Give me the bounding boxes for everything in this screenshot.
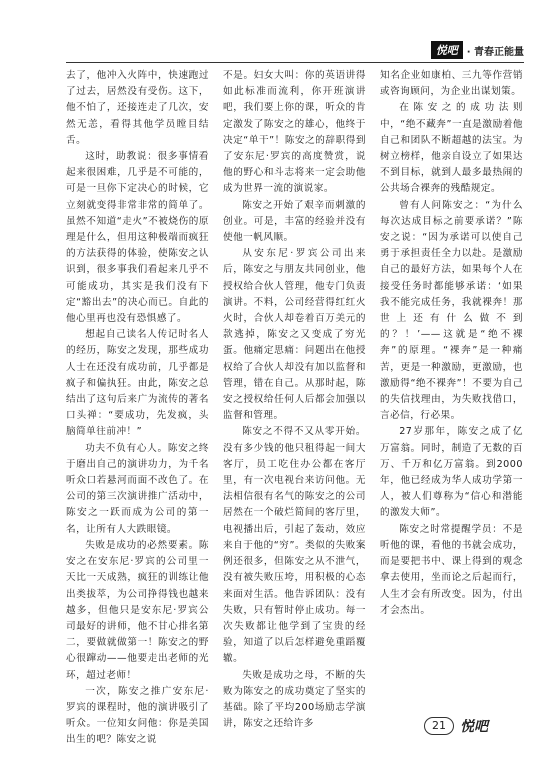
paragraph: 陈安之不得不又从零开始。没有多少钱的他只租得起一间大客厅，员工吃住办公都在客厅里，有一次电视台来访问他。无法相信很有名气的陈安之的公司居然在一个破烂简间的客厅里，电视播出后，引起了轰动，效应来自于他的“穷”。类似的失败案例还很多，但陈安之从不泄气，没有被失败压垮，用积极的心态来面对生活。他告诉团队：没有失败，只有暂时停止成功。每一次失败都让他学到了宝贵的经验，知道了以后怎样避免重蹈覆辙。 [223, 426, 366, 665]
paragraph: 不是。妇女大叫：你的英语讲得如此标准而流利，你开班演讲吧，我们要上你的课，听众的肯定激发了陈安之的雄心，他终于决定“单干”！陈安之的辞职得到了安东尼·罗宾的高度赞赏，说他的野心和斗志将来一定会助他成为世界一流的演说家。 [223, 70, 366, 195]
paragraph: 一次，陈安之推广安东尼·罗宾的课程时，他的演讲吸引了听众。一位知女问他：你是美国出生的吧？陈安之说 [66, 685, 209, 746]
footer-logo: 悦吧 [460, 719, 488, 735]
page-footer [424, 716, 488, 736]
paragraph: 功夫不负有心人。陈安之终于磨出自己的演讲功力，为千名听众口若悬河而面不改色了。在公司的第三次演讲推广活动中，陈安之一跃而成为公司的第一名，让所有人大跌眼镜。 [66, 442, 209, 535]
paragraph: 失败是成功之母，不断的失败为陈安之的成功奠定了坚实的基础。除了平均200场励志学演讲，陈安之还给许多 [223, 669, 366, 730]
paragraph: 陈安之时常提醒学员：不是听他的课，看他的书就会成功，而是要把书中、课上得到的观念拿去使用，坐而论之后起而行，人生才会有所改变。因为，付出才会杰出。 [380, 523, 523, 616]
paragraph: 从安东尼·罗宾公司出来后，陈安之与朋友共同创业，他授权给合伙人管理，他专门负责演讲。不料，公司经营得红红火火时，合伙人却卷着百万美元的款逃掉，陈安之又变成了穷光蛋。他痛定思痛：问题出在他授权给了合伙人却没有加以监督和管理，错在自己。从那时起，陈安之授权给任何人后都会加强以监督和管理。 [223, 248, 366, 422]
page-header [376, 40, 524, 60]
paragraph: 去了，他冲入火阵中，快速跑过了过去，居然没有受伤。这下，他不怕了，还接连走了几次，安然无恙，看得其他学员瞠目结舌。 [66, 70, 209, 146]
paragraph: 27岁那年，陈安之成了亿万富翁。同时，制造了无数的百万、千万和亿万富翁。到2000年，他已经成为华人成功学第一人，被人们尊称为“信心和潜能的激发大师”。 [380, 426, 523, 519]
column-1 [66, 68, 209, 746]
paragraph: 在陈安之的成功法则中，“绝不藏奔”一直是激励着他自己和团队不断超越的法宝。为树立榜样，他亲自设立了如果达不到目标，就到人最多最热闹的公共场合裸奔的残酷规定。 [380, 102, 523, 195]
paragraph: 陈安之开始了艰辛而刺激的创业。可是，丰富的经验并没有使他一帆风顺。 [223, 199, 366, 244]
column-3 [380, 68, 523, 708]
magazine-logo: 悦吧 [431, 41, 463, 59]
page-number: 21 [424, 717, 454, 735]
header-title [431, 41, 524, 59]
header-divider [66, 62, 524, 63]
paragraph: 曾有人问陈安之：“为什么每次达成目标之前要承诺？”陈安之说：“因为承诺可以使自己勇于承担责任全力以赴。是激励自己的最好方法，如果每个人在接受任务时都能够承诺：‘如果我不能完成任务，我就裸奔！那世上还有什么做不到的？！’——这就是“绝不裸奔”的原理。“裸奔”是一种痛苦，更是一种激励，更激励，也激励得“绝不裸奔”！不要为自己的失信找理由，为失败找借口，言必信，行必果。 [380, 199, 523, 422]
paragraph: 这时，助教说：很多事情看起来很困难，几乎是不可能的，可是一旦你下定决心的时候，它立刻就变得非常非常的简单了。虽然不知道“走火”不被烧伤的原理是什么，但用这种极端而疯狂的方法获得的体验，使陈安之认识到，很多事我们看起来几乎不可能成功，其实是我们没有下定“豁出去”的决心而已。自此的他心里再也没有恐惧感了。 [66, 151, 209, 325]
column-2 [223, 68, 366, 730]
section-title: · 青春正能量 [466, 46, 524, 58]
paragraph: 想起自己读名人传记时名人的经历，陈安之发现，那些成功人士在还没有成功前，几乎都是疯子和偏执狂。由此，陈安之总结出了这句后来广为流传的著名口头禅：“要成功，先发疯，头脑简单往前冲！” [66, 329, 209, 438]
paragraph: 知名企业如康柏、三九等作营销或咨询顾问，为企业出谋划策。 [380, 70, 523, 98]
paragraph: 失败是成功的必然要素。陈安之在安东尼·罗宾的公司里一天比一天成熟，疯狂的训练让他出类拔萃，为公司挣得钱也越来越多，但他只是安东尼·罗宾公司最好的讲师，他不甘心排名第二，要做就做第一！陈安之的野心很蹿动——他要走出老师的光环，超过老师！ [66, 539, 209, 681]
